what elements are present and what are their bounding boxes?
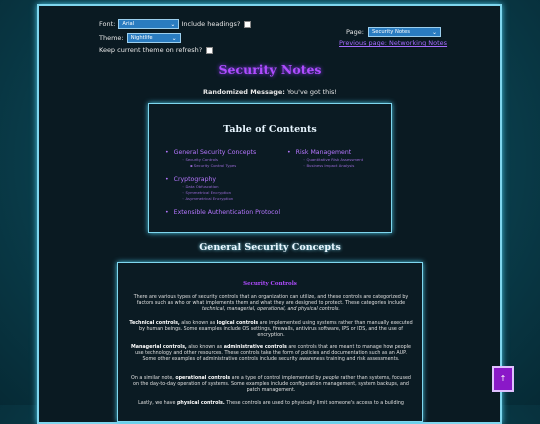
keep-theme-control — [99, 46, 213, 54]
include-headings-label: Include headings? — [181, 20, 241, 28]
page-control — [346, 27, 441, 37]
text: These controls are used to physically limit someone's access to a building — [224, 401, 404, 406]
text: rather than systems, focused on the day-to-day operation of systems. Some examples include configuration management, system backups, and patch management. — [133, 376, 411, 394]
random-label: Randomized Message: — [202, 88, 285, 96]
bullet-icon: • — [287, 149, 291, 156]
previous-page-link[interactable]: Previous page: Networking Notes — [339, 39, 448, 47]
text-bold: administrative controls — [223, 345, 287, 350]
text: also known as — [179, 321, 217, 326]
theme-control — [99, 33, 181, 43]
text-bold: Managerial controls, — [131, 345, 187, 350]
up-arrow-icon: ↑ — [499, 374, 507, 383]
toc-item-general-security[interactable] — [165, 149, 256, 156]
bullet-icon: • — [165, 149, 169, 156]
paragraph-4 — [128, 376, 414, 395]
text-bold: Technical controls, — [129, 321, 180, 326]
theme-select[interactable] — [127, 33, 181, 43]
toc-sub-label: Data Obfuscation — [185, 184, 219, 189]
page-select[interactable] — [368, 27, 441, 37]
section-heading: General Security Concepts — [199, 242, 341, 253]
toc-subsub-label: Security Control Types — [193, 163, 237, 168]
paragraph-2 — [128, 321, 414, 340]
text-italic: people — [322, 376, 340, 381]
text: are controls that are meant to manage how people use technology and other resources. These controls take the form of policies and documentation such as an AUP. Some other examples of administrative controls include security awareness training and risk assessments. — [135, 345, 411, 363]
theme-label: Theme: — [99, 34, 124, 42]
text-italic: technical, managerial, operational, and physical controls. — [202, 307, 340, 313]
toc-item-label: Cryptography — [173, 176, 217, 183]
toc-sub-label: Business Impact Analysis — [306, 163, 355, 168]
chevron-down-icon: ⌄ — [170, 21, 176, 28]
subsection-heading: Security Controls — [243, 281, 297, 287]
font-control — [99, 19, 251, 29]
toc-sub-asymmetrical-encryption[interactable]: ◦ Asymmetrical Encryption — [182, 196, 234, 201]
table-of-contents — [148, 103, 392, 233]
toc-subsub-security-control-types[interactable]: ▪ Security Control Types — [190, 163, 237, 168]
font-select[interactable] — [118, 19, 179, 29]
toc-item-label: Extensible Authentication Protocol — [173, 209, 281, 216]
content-panel — [117, 262, 423, 422]
text: On a similar note, — [131, 376, 176, 381]
random-text: You've got this! — [286, 88, 338, 96]
theme-select-value: Nightlife — [130, 35, 153, 41]
paragraph-1 — [128, 295, 414, 314]
bullet-icon: • — [165, 176, 169, 183]
keep-theme-checkbox[interactable] — [206, 47, 213, 54]
text: also known as — [186, 345, 224, 350]
toc-sub-label: Quantitative Risk Assessment — [306, 157, 364, 162]
toc-sub-label: Asymmetrical Encryption — [185, 196, 234, 201]
toc-sub-data-obfuscation[interactable]: ◦ Data Obfuscation — [182, 184, 219, 189]
font-select-value: Arial — [122, 21, 135, 27]
toc-sub-quantitative-risk[interactable]: ◦ Quantitative Risk Assessment — [303, 157, 364, 162]
bullet-icon: • — [165, 209, 169, 216]
keep-theme-label: Keep current theme on refresh? — [99, 46, 203, 54]
chevron-down-icon: ⌄ — [171, 35, 177, 42]
chevron-down-icon: ⌄ — [431, 29, 438, 36]
text-bold: logical controls — [216, 321, 259, 326]
paragraph-5 — [128, 401, 414, 407]
font-label: Font: — [99, 20, 116, 28]
text: are a type of control implemented by — [230, 376, 323, 381]
text: There are various types of security controls that an organization can utilize, and these controls are categorized by factors such as who or what implements them and what they are designed to protect. These categories include — [133, 295, 409, 307]
toc-item-label: General Security Concepts — [173, 149, 257, 156]
toc-item-risk-management[interactable] — [287, 149, 351, 156]
toc-sub-label: Security Controls — [185, 157, 218, 162]
paragraph-3 — [128, 345, 414, 364]
page-select-value: Security Notes — [372, 29, 410, 35]
toc-item-cryptography[interactable] — [165, 176, 216, 183]
page-title: Security Notes — [218, 62, 322, 77]
toc-sub-security-controls[interactable]: ◦ Security Controls — [182, 157, 218, 162]
toc-sub-business-impact[interactable]: ◦ Business Impact Analysis — [303, 163, 355, 168]
randomized-message — [0, 88, 540, 96]
include-headings-checkbox[interactable] — [244, 21, 251, 28]
toc-title: Table of Contents — [223, 124, 317, 135]
text: Lastly, we have — [138, 401, 177, 406]
toc-item-label: Risk Management — [295, 149, 352, 156]
text: are implemented using systems rather than manually executed by human beings. Some examples include OS settings, firewalls, antivirus software, IPS or IDS, and the use of encryption. — [139, 321, 413, 339]
toc-item-eap[interactable] — [165, 209, 280, 216]
toc-sub-label: Symmetrical Encryption — [185, 190, 232, 195]
text-bold: physical controls. — [176, 401, 225, 406]
text-bold: operational controls — [175, 376, 231, 381]
toc-sub-symmetrical-encryption[interactable]: ◦ Symmetrical Encryption — [182, 190, 232, 195]
scroll-to-top-button[interactable] — [492, 366, 514, 392]
page-label: Page: — [346, 28, 364, 36]
